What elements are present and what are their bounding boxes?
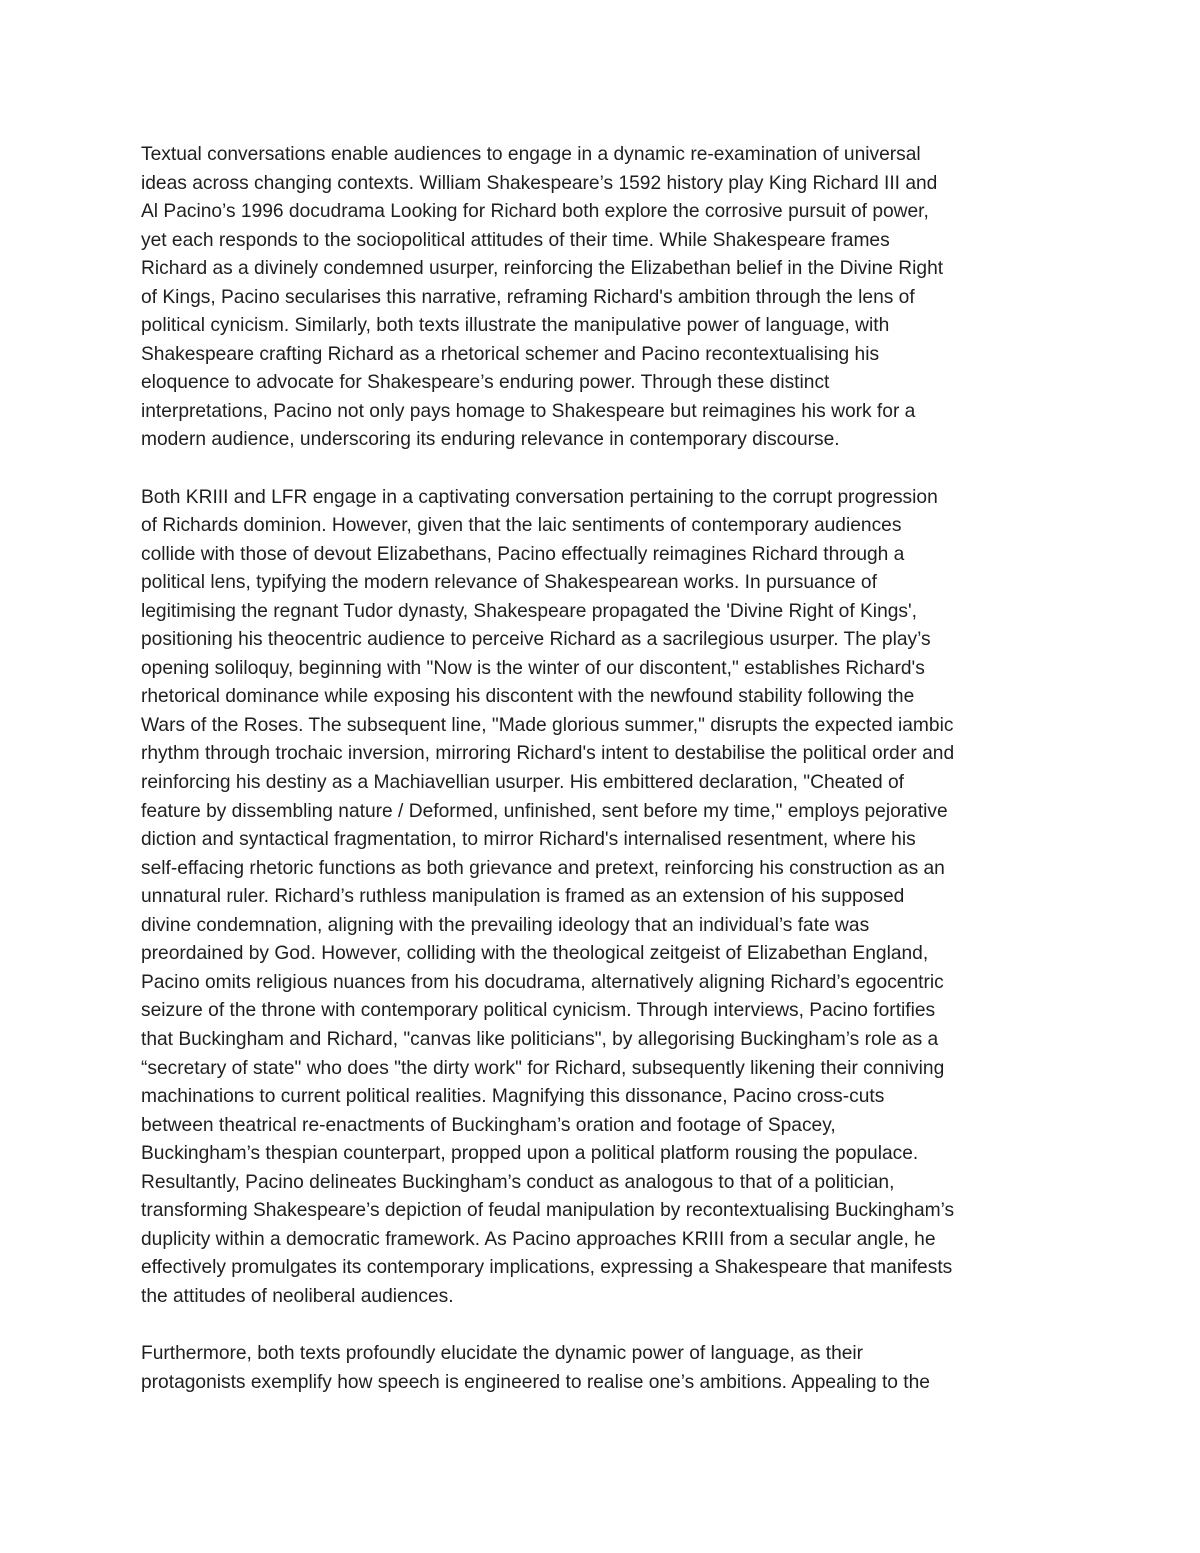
text-line: eloquence to advocate for Shakespeare’s enduring power. Through these distinct <box>141 372 830 394</box>
text-line: transforming Shakespeare’s depiction of feudal manipulation by recontextualising Buckingham’s <box>141 1200 955 1222</box>
text-line: political cynicism. Similarly, both texts illustrate the manipulative power of language, with <box>141 315 890 337</box>
text-line: opening soliloquy, beginning with "Now is the winter of our discontent," establishes Richard's <box>141 657 925 679</box>
text-line: seizure of the throne with contemporary political cynicism. Through interviews, Pacino fortifies <box>141 1000 936 1022</box>
text-line: Textual conversations enable audiences to engage in a dynamic re-examination of universal <box>141 144 921 165</box>
text-line: legitimising the regnant Tudor dynasty, Shakespeare propagated the 'Divine Right of Kings', <box>141 600 917 622</box>
text-line: political lens, typifying the modern relevance of Shakespearean works. In pursuance of <box>141 572 877 594</box>
paragraph <box>141 1340 1066 1397</box>
text-line: ideas across changing contexts. William Shakespeare’s 1592 history play King Richard III and <box>141 172 938 194</box>
text-line: rhythm through trochaic inversion, mirroring Richard's intent to destabilise the political order and <box>141 743 955 765</box>
text-line: unnatural ruler. Richard’s ruthless manipulation is framed as an extension of his supposed <box>141 886 905 908</box>
text-line: rhetorical dominance while exposing his discontent with the newfound stability following the <box>141 686 915 708</box>
text-line: feature by dissembling nature / Deformed, unfinished, sent before my time," employs pejorative <box>141 800 948 822</box>
text-line: divine condemnation, aligning with the prevailing ideology that an individual’s fate was <box>141 914 870 936</box>
text-line: of Kings, Pacino secularises this narrative, reframing Richard's ambition through the lens of <box>141 286 915 308</box>
text-line: diction and syntactical fragmentation, to mirror Richard's internalised resentment, where his <box>141 829 916 851</box>
text-line: of Richards dominion. However, given that the laic sentiments of contemporary audiences <box>141 515 902 537</box>
text-line: between theatrical re-enactments of Buckingham’s oration and footage of Spacey, <box>141 1114 836 1136</box>
document-body <box>141 141 1066 1426</box>
text-line: effectively promulgates its contemporary implications, expressing a Shakespeare that manifests <box>141 1257 953 1279</box>
text-line: the attitudes of neoliberal audiences. <box>141 1285 454 1307</box>
text-line: Shakespeare crafting Richard as a rhetorical schemer and Pacino recontextualising his <box>141 343 880 365</box>
text-line: machinations to current political realities. Magnifying this dissonance, Pacino cross-cuts <box>141 1086 885 1108</box>
text-line: Wars of the Roses. The subsequent line, "Made glorious summer," disrupts the expected iambic <box>141 714 954 736</box>
text-line: protagonists exemplify how speech is engineered to realise one’s ambitions. Appealing to the <box>141 1371 930 1393</box>
text-line: Buckingham’s thespian counterpart, propped upon a political platform rousing the populace. <box>141 1143 919 1165</box>
text-line: Furthermore, both texts profoundly elucidate the dynamic power of language, as their <box>141 1342 864 1364</box>
text-line: modern audience, underscoring its enduring relevance in contemporary discourse. <box>141 429 840 451</box>
text-line: yet each responds to the sociopolitical attitudes of their time. While Shakespeare frames <box>141 229 890 251</box>
text-line: Pacino omits religious nuances from his docudrama, alternatively aligning Richard’s egocentric <box>141 971 944 993</box>
paragraph <box>141 484 1066 1312</box>
text-line: self-effacing rhetoric functions as both grievance and pretext, reinforcing his construction as an <box>141 857 945 879</box>
text-line: that Buckingham and Richard, "canvas like politicians", by allegorising Buckingham’s role as a <box>141 1028 939 1050</box>
paragraph <box>141 141 1066 455</box>
text-line: reinforcing his destiny as a Machiavellian usurper. His embittered declaration, "Cheated of <box>141 772 904 794</box>
text-line: Al Pacino’s 1996 docudrama Looking for Richard both explore the corrosive pursuit of power, <box>141 201 929 223</box>
text-line: positioning his theocentric audience to perceive Richard as a sacrilegious usurper. The play’s <box>141 629 931 651</box>
text-line: “secretary of state" who does "the dirty work" for Richard, subsequently likening their conniving <box>141 1057 945 1079</box>
text-line: interpretations, Pacino not only pays homage to Shakespeare but reimagines his work for a <box>141 400 916 422</box>
text-line: Resultantly, Pacino delineates Buckingham’s conduct as analogous to that of a politician, <box>141 1171 895 1193</box>
text-line: Both KRIII and LFR engage in a captivating conversation pertaining to the corrupt progression <box>141 486 938 508</box>
text-line: collide with those of devout Elizabethans, Pacino effectually reimagines Richard through a <box>141 543 905 565</box>
text-line: preordained by God. However, colliding with the theological zeitgeist of Elizabethan England, <box>141 943 929 965</box>
text-line: Richard as a divinely condemned usurper, reinforcing the Elizabethan belief in the Divine Right <box>141 258 944 280</box>
text-line: duplicity within a democratic framework. As Pacino approaches KRIII from a secular angle, he <box>141 1228 936 1250</box>
